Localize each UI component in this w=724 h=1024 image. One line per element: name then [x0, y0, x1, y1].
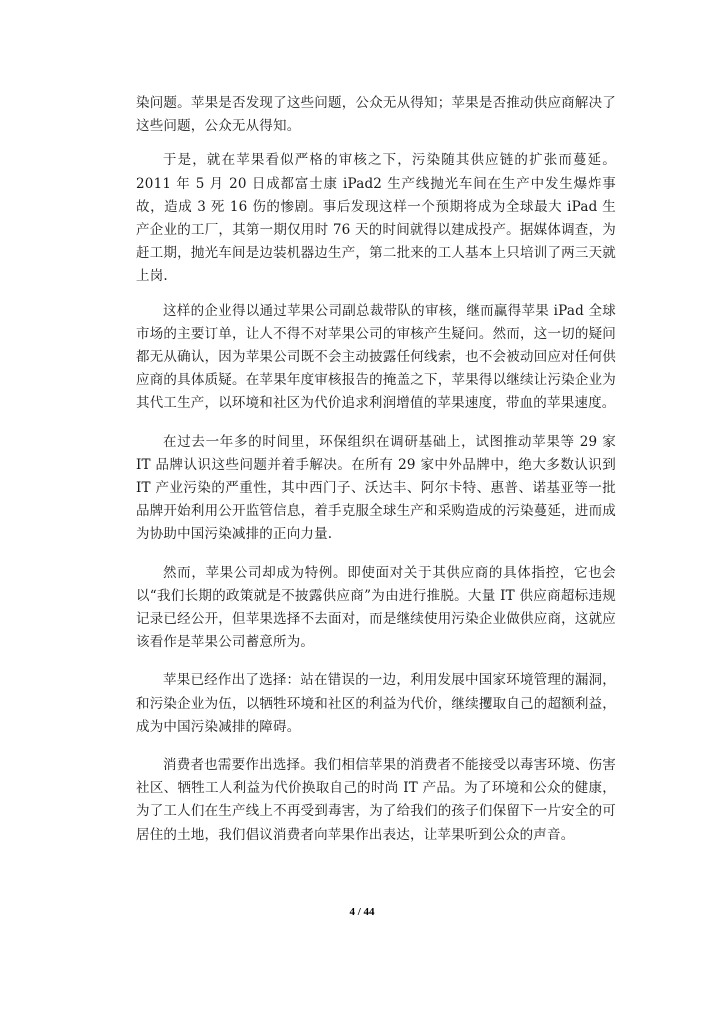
paragraph-consumer-choice: 消费者也需要作出选择。我们相信苹果的消费者不能接受以毒害环境、伤害社区、牺牲工人利益为代价换取自己的时尚 IT 产品。为了环境和公众的健康，为了工人们在生产线上不再受到毒害，为了给我们的孩子们保留下一片安全的可居住的土地，我们倡议消费者向苹果作出表达，让苹果听到公众的声音。 — [136, 757, 616, 843]
page-number: 4 / 44 — [349, 906, 375, 918]
document-body — [136, 92, 616, 847]
paragraph-foxconn-explosion: 于是，就在苹果看似严格的审核之下，污染随其供应链的扩张而蔓延。2011 年 5 月 20 日成都富士康 iPad2 生产线抛光车间在生产中发生爆炸事故，造成 3 死 16 伤的惨剧。事后发现这样一个预期将成为全球最大 iPad 生产企业的工厂，其第一期仅用时 76 天的时间就得以建成投产。据媒体调查，为赶工期，抛光车间是边装机器边生产，第二批来的工人基本上只培训了两三天就上岗. — [136, 152, 616, 285]
paragraph-continuation: 染问题。苹果是否发现了这些问题，公众无从得知；苹果是否推动供应商解决了这些问题，公众无从得知。 — [136, 95, 616, 135]
paragraph-apple-choice: 苹果已经作出了选择：站在错误的一边，利用发展中国家环境管理的漏洞，和污染企业为伍，以牺牲环境和社区的利益为代价，继续攫取自己的超额利益，成为中国污染减排的障碍。 — [136, 672, 616, 735]
paragraph-apple-exception: 然而，苹果公司却成为特例。即使面对关于其供应商的具体指控，它也会以“我们长期的政策就是不披露供应商”为由进行推脱。大量 IT 供应商超标违规记录已经公开，但苹果选择不去面对，而是继续使用污染企业做供应商，这就应该看作是苹果公司蓄意所为。 — [136, 564, 616, 651]
paragraph-audit-doubts: 这样的企业得以通过苹果公司副总裁带队的审核，继而赢得苹果 iPad 全球市场的主要订单，让人不得不对苹果公司的审核产生疑问。然而，这一切的疑问都无从确认，因为苹果公司既不会主动披露任何线索，也不会被动回应对任何供应商的具体质疑。在苹果年度审核报告的掩盖之下，苹果得以继续让污染企业为其代工生产，以环境和社区为代价追求利润增值的苹果速度，带血的苹果速度。 — [136, 302, 616, 412]
paragraph-it-brands: 在过去一年多的时间里，环保组织在调研基础上，试图推动苹果等 29 家 IT 品牌认识这些问题并着手解决。在所有 29 家中外品牌中，绝大多数认识到 IT 产业污染的严重性，其中西门子、沃达丰、阿尔卡特、惠普、诺基亚等一批品牌开始利用公开监管信息，着手克服全球生产和采购造成的污染蔓延，进而成为协助中国污染减排的正向力量. — [136, 433, 616, 543]
